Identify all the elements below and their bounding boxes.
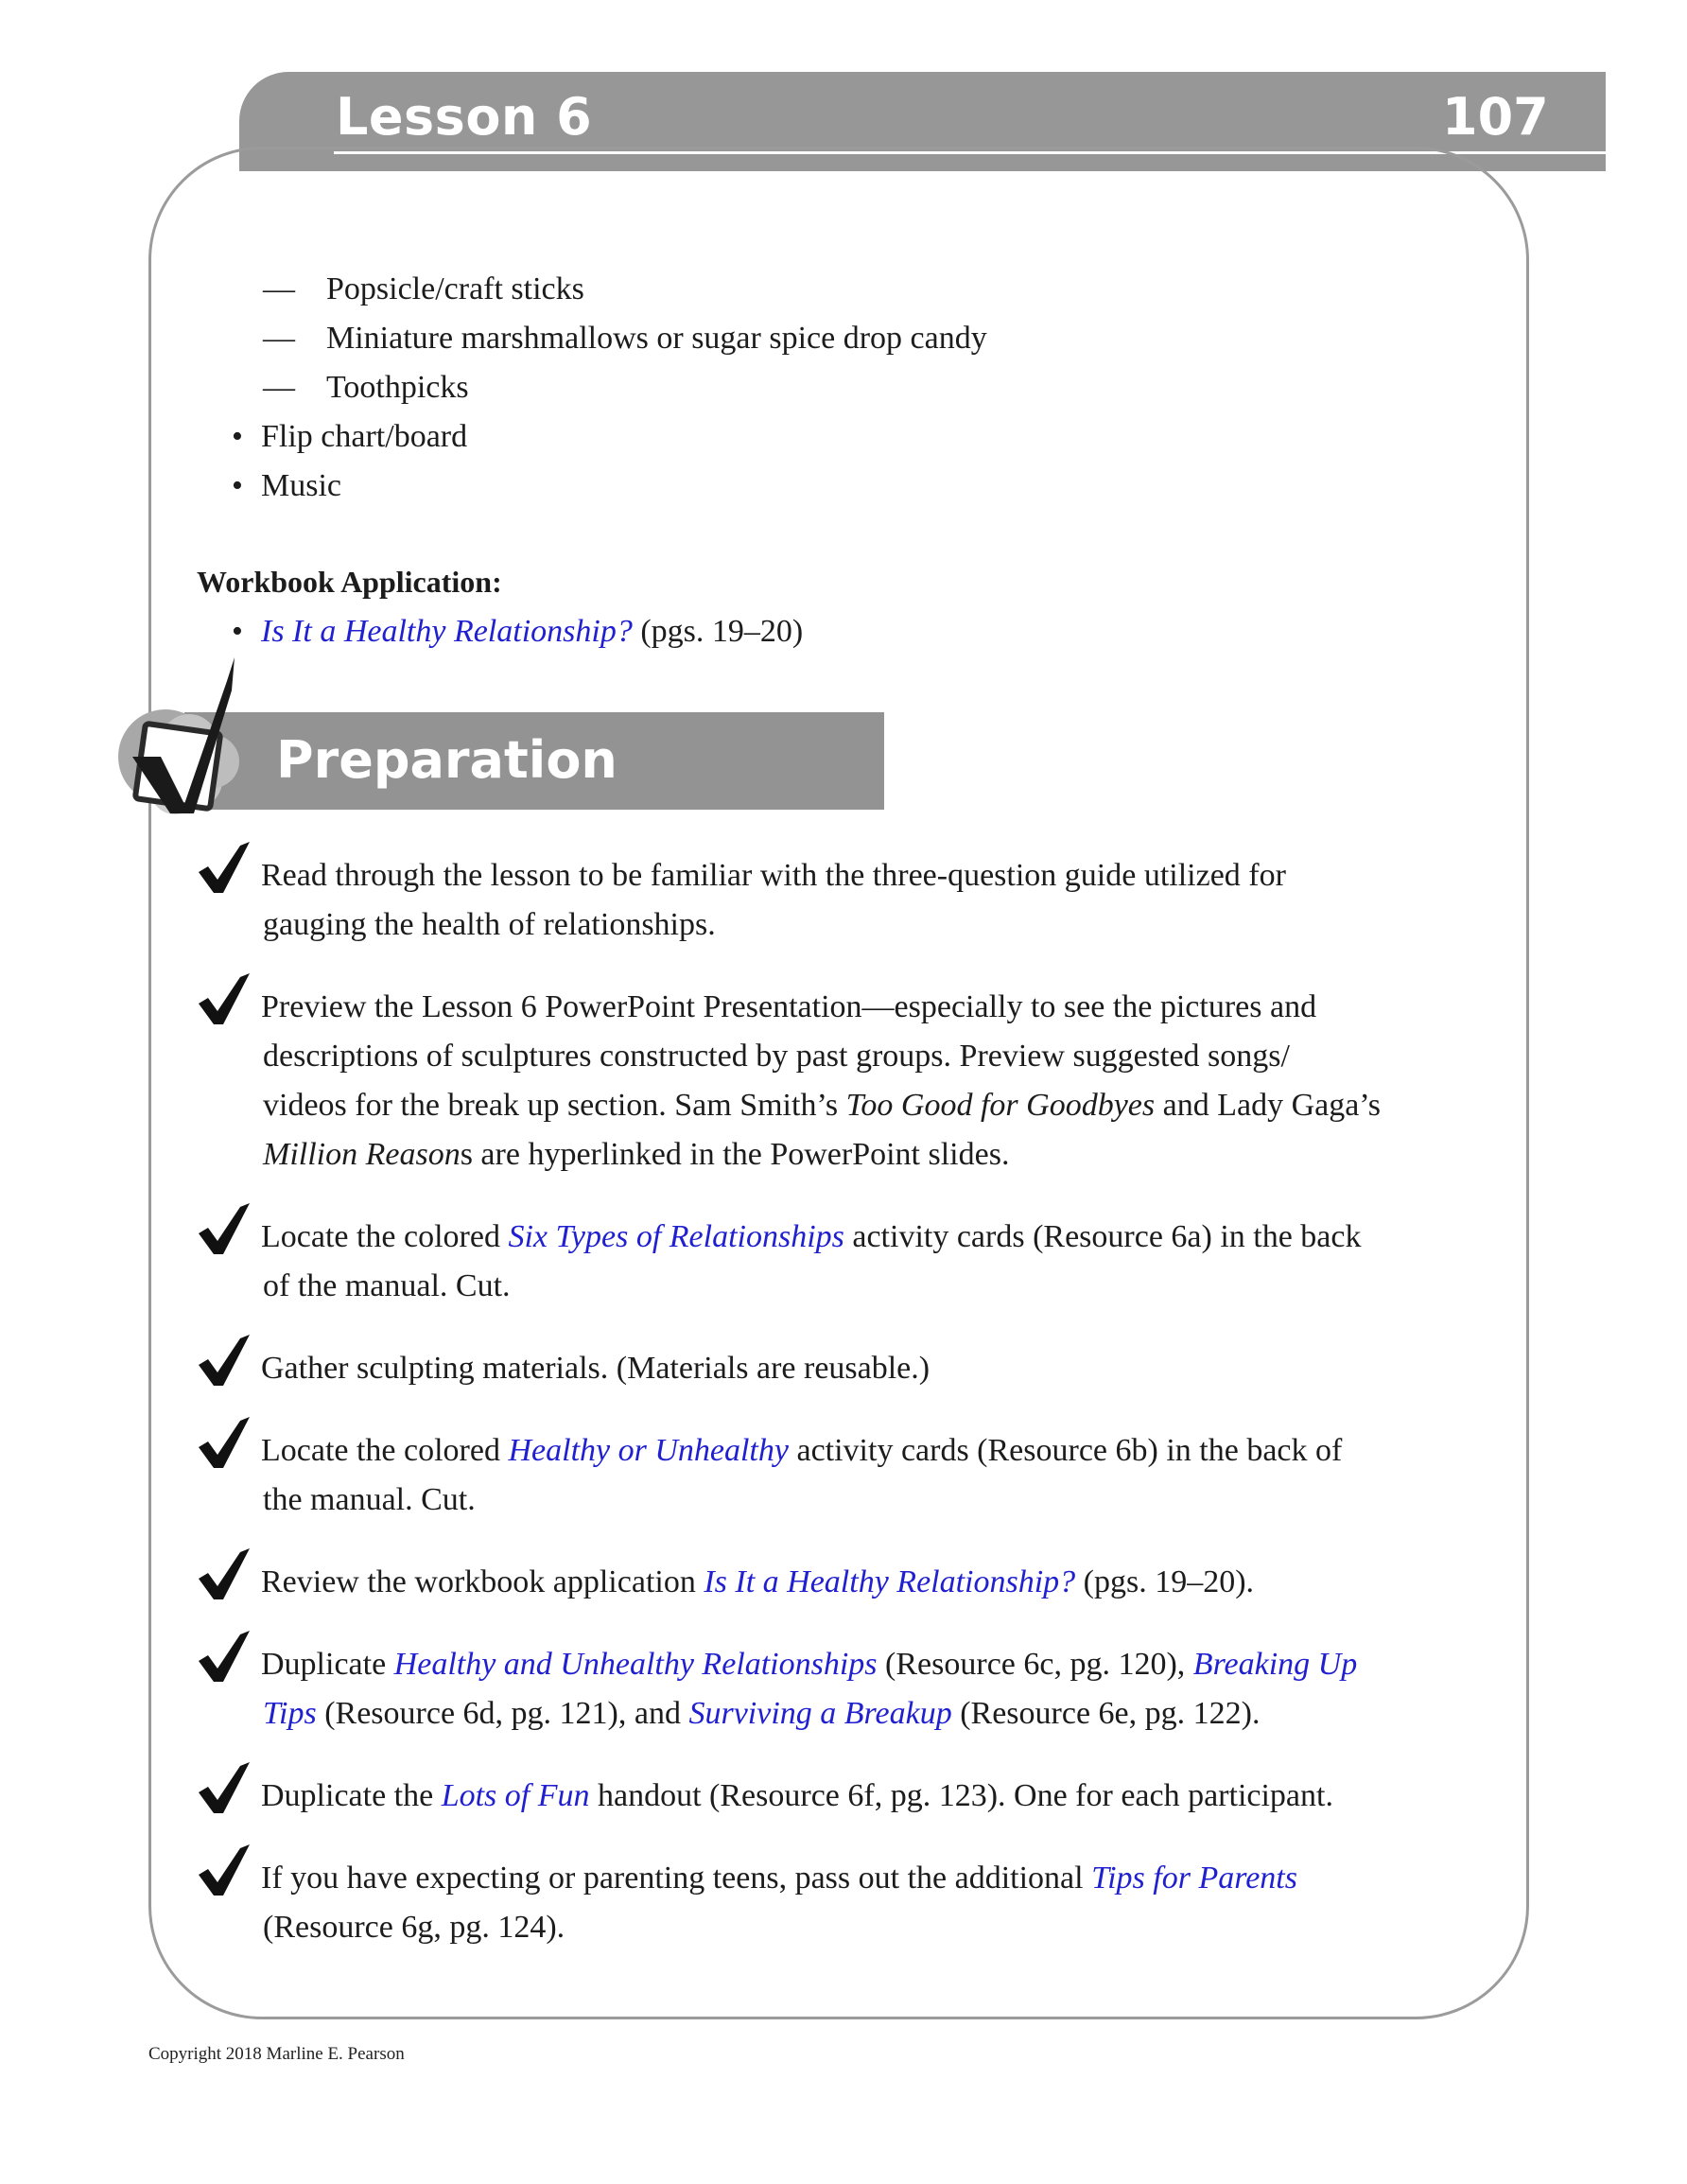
- six-types-link[interactable]: Six Types of Relationships: [508, 1219, 844, 1254]
- material-item: Music: [261, 468, 341, 503]
- bullet-dot: •: [232, 468, 243, 503]
- checkmark-icon: [195, 1333, 252, 1391]
- checkmark-icon: [195, 971, 252, 1030]
- checkmark-icon: [195, 1546, 252, 1605]
- prep-item-1: Read through the lesson to be familiar with the three-question guide utilized for gauging the health of relationships.: [261, 858, 1286, 942]
- tips-for-parents-link[interactable]: Tips for Parents: [1091, 1861, 1297, 1896]
- bullet-dot: •: [232, 419, 243, 454]
- lesson-title: Lesson 6: [336, 87, 593, 147]
- workbook-link[interactable]: Is It a Healthy Relationship?: [261, 614, 633, 649]
- checkmark-icon: [195, 1629, 252, 1687]
- workbook-heading: Workbook Application:: [197, 565, 502, 599]
- checkmark-icon: [195, 1201, 252, 1260]
- dash-marker: —: [263, 370, 295, 405]
- lots-of-fun-link[interactable]: Lots of Fun: [441, 1778, 590, 1813]
- breaking-up-link-cont[interactable]: Tips: [263, 1696, 317, 1731]
- material-sub-item: Popsicle/craft sticks: [326, 271, 584, 306]
- dash-marker: —: [263, 271, 295, 306]
- prep-item-7: Duplicate Healthy and Unhealthy Relationships (Resource 6c, pg. 120), Breaking Up Tips (Resource 6d, pg. 121), and Surviving a Breakup (Resource 6e, pg. 122).: [261, 1647, 1358, 1731]
- breaking-up-link[interactable]: Breaking Up: [1192, 1647, 1358, 1682]
- prep-item-5: Locate the colored Healthy or Unhealthy activity cards (Resource 6b) in the back of the manual. Cut.: [261, 1433, 1343, 1517]
- prep-item-6: Review the workbook application Is It a Healthy Relationship? (pgs. 19–20).: [261, 1564, 1255, 1599]
- surviving-breakup-link[interactable]: Surviving a Breakup: [688, 1696, 952, 1731]
- prep-item-8: Duplicate the Lots of Fun handout (Resource 6f, pg. 123). One for each participant.: [261, 1778, 1333, 1813]
- material-sub-item: Toothpicks: [326, 370, 469, 405]
- preparation-title: Preparation: [276, 730, 617, 790]
- dash-marker: —: [263, 321, 295, 356]
- bullet-dot: •: [232, 614, 243, 649]
- checkmark-icon: [195, 1843, 252, 1901]
- healthy-unhealthy-link[interactable]: Healthy or Unhealthy: [508, 1433, 789, 1468]
- copyright: Copyright 2018 Marline E. Pearson: [148, 2044, 405, 2064]
- checkmark-icon: [195, 840, 252, 899]
- prep-item-9: If you have expecting or parenting teens, pass out the additional Tips for Parents (Resource 6g, pg. 124).: [261, 1861, 1297, 1945]
- healthy-relationship-link[interactable]: Is It a Healthy Relationship?: [704, 1564, 1076, 1599]
- relationships-link[interactable]: Healthy and Unhealthy Relationships: [393, 1647, 878, 1682]
- material-sub-item: Miniature marshmallows or sugar spice drop candy: [326, 321, 987, 356]
- prep-item-4: Gather sculpting materials. (Materials are reusable.): [261, 1351, 930, 1386]
- checkmark-icon: [195, 1415, 252, 1474]
- page-number: 107: [1442, 87, 1549, 147]
- checkmark-badge-icon: [95, 653, 265, 842]
- checkmark-icon: [195, 1760, 252, 1819]
- material-item: Flip chart/board: [261, 419, 468, 454]
- prep-item-3: Locate the colored Six Types of Relationships activity cards (Resource 6a) in the back of the manual. Cut.: [261, 1219, 1362, 1303]
- prep-item-2: Preview the Lesson 6 PowerPoint Presentation—especially to see the pictures and descriptions of sculptures constructed by past groups. Preview suggested songs/ videos for the break up section. Sam Smith’s Too Good for Goodbyes and Lady Gaga’s Million Reasons are hyperlinked in the PowerPoint slides.: [261, 989, 1382, 1172]
- workbook-item: Is It a Healthy Relationship? (pgs. 19–20): [261, 614, 804, 649]
